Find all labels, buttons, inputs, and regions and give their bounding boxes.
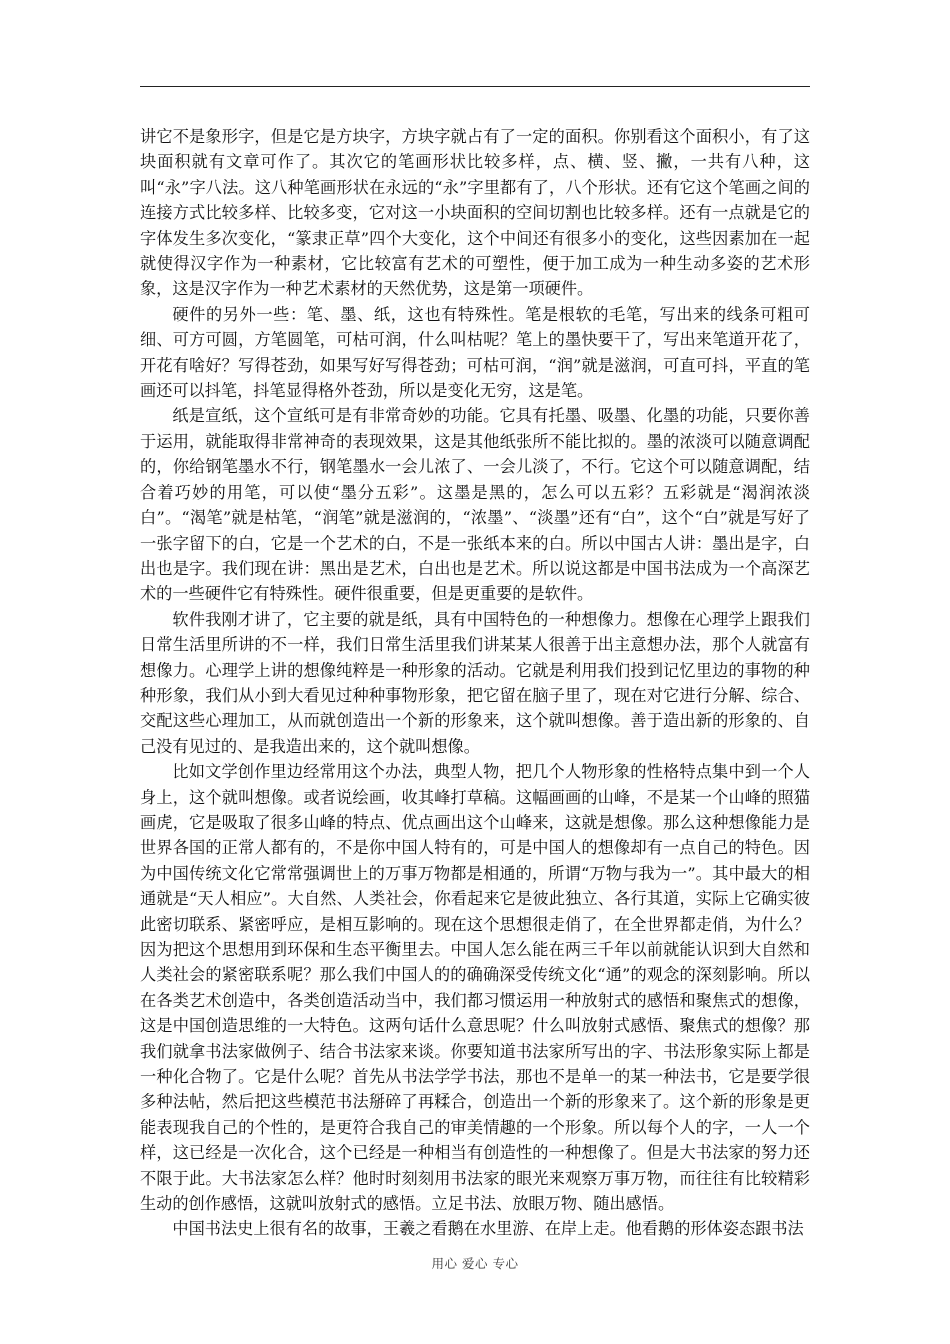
paragraph-4: 软件我刚才讲了，它主要的就是纸，具有中国特色的一种想像力。想像在心理学上跟我们日常生活里所讲的不一样，我们日常生活里我们讲某某人很善于出主意想办法，那个人就富有想像力。心理学上讲的想像纯粹是一种形象的活动。它就是利用我们投到记忆里边的事物的种种形象，我们从小到大看见过种种事物形象，把它留在脑子里了，现在对它进行分解、综合、交配这些心理加工，从而就创造出一个新的形象来，这个就叫想像。善于造出新的形象的、自己没有见过的、是我造出来的，这个就叫想像。 [140, 609, 810, 756]
paragraph-6: 中国书法史上很有名的故事，王羲之看鹅在水里游、在岸上走。他看鹅的形体姿态跟书法 [172, 1219, 804, 1239]
paragraph-1: 讲它不是象形字，但是它是方块字，方块字就占有了一定的面积。你别看这个面积小，有了这块面积就有文章可作了。其次它的笔画形状比较多样，点、横、竖、撇，一共有八种，这叫“永”字八法。这八种笔画形状在永远的“永”字里都有了，八个形状。还有它这个笔画之间的连接方式比较多样、比较多变，它对这一小块面积的空间切割也比较多样。还有一点就是它的字体发生多次变化，“篆隶正草”四个大变化，这个中间还有很多小的变化，这些因素加在一起就使得汉字作为一种素材，它比较富有艺术的可塑性，便于加工成为一种生动多姿的艺术形象，这是汉字作为一种艺术素材的天然优势，这是第一项硬件。 [140, 127, 810, 299]
paragraph-3: 纸是宣纸，这个宣纸可是有非常奇妙的功能。它具有托墨、吸墨、化墨的功能，只要你善于运用，就能取得非常神奇的表现效果，这是其他纸张所不能比拟的。墨的浓淡可以随意调配的，你给钢笔墨水不行，钢笔墨水一会儿浓了、一会儿淡了，不行。它这个可以随意调配，结合着巧妙的用笔，可以使“墨分五彩”。这墨是黑的，怎么可以五彩？五彩就是“渴润浓淡白”。“渴笔”就是枯笔，“润笔”就是滋润的，“浓墨”、“淡墨”还有“白”，这个“白”就是写好了一张字留下的白，它是一个艺术的白，不是一张纸本来的白。所以中国古人讲：墨出是字，白出也是字。我们现在讲：黑出是艺术，白出也是艺术。所以说这都是中国书法成为一个高深艺术的一些硬件它有特殊性。硬件很重要，但是更重要的是软件。 [140, 406, 810, 604]
header-rule [140, 86, 810, 87]
document-body [140, 124, 810, 1242]
page-footer: 用心 爱心 专心 [431, 1256, 519, 1271]
paragraph-2: 硬件的另外一些：笔、墨、纸，这也有特殊性。笔是根软的毛笔，写出来的线条可粗可细、可方可圆，方笔圆笔，可枯可润，什么叫枯呢？笔上的墨快要干了，写出来笔道开花了，开花有啥好？写得苍劲，如果写好写得苍劲；可枯可润，“润”就是滋润，可直可抖，平直的笔画还可以抖笔，抖笔显得格外苍劲，所以是变化无穷，这是笔。 [140, 304, 810, 401]
paragraph-5: 比如文学创作里边经常用这个办法，典型人物，把几个人物形象的性格特点集中到一个人身上，这个就叫想像。或者说绘画，收其峰打草稿。这幅画画的山峰，不是某一个山峰的照猫画虎，它是吸取了很多山峰的特点、优点画出这个山峰来，这就是想像。那么这种想像能力是世界各国的正常人都有的，不是你中国人特有的，可是中国人的想像却有一点自己的特色。因为中国传统文化它常常强调世上的万事万物都是相通的，所谓“万物与我为一”。其中最大的相通就是“天人相应”。大自然、人类社会，你看起来它是彼此独立、各行其道，实际上它确实彼此密切联系、紧密呼应，是相互影响的。现在这个思想很走俏了，在全世界都走俏，为什么？因为把这个思想用到环保和生态平衡里去。中国人怎么能在两三千年以前就能认识到大自然和人类社会的紧密联系呢？那么我们中国人的的确确深受传统文化“通”的观念的深刻影响。所以在各类艺术创造中，各类创造活动当中，我们都习惯运用一种放射式的感悟和聚焦式的想像，这是中国创造思维的一大特色。这两句话什么意思呢？什么叫放射式感悟、聚焦式的想像？那我们就拿书法家做例子、结合书法家来谈。你要知道书法家所写出的字、书法形象实际上都是一种化合物了。它是什么呢？首先从书法学学书法，那也不是单一的某一种法书，它是要学很多种法帖，然后把这些模范书法掰碎了再糅合，创造出一个新的形象来了。这个新的形象是更能表现我自己的个性的，是更符合我自己的审美情趣的一个形象。所以每个人的字，一人一个样，这已经是一次化合，这个已经是一种相当有创造性的一种想像了。但是大书法家的努力还不限于此。大书法家怎么样？他时时刻刻用书法家的眼光来观察万事万物，而往往有比较精彩生动的创作感悟，这就叫放射式的感悟。立足书法、放眼万物、随出感悟。 [140, 762, 810, 1214]
